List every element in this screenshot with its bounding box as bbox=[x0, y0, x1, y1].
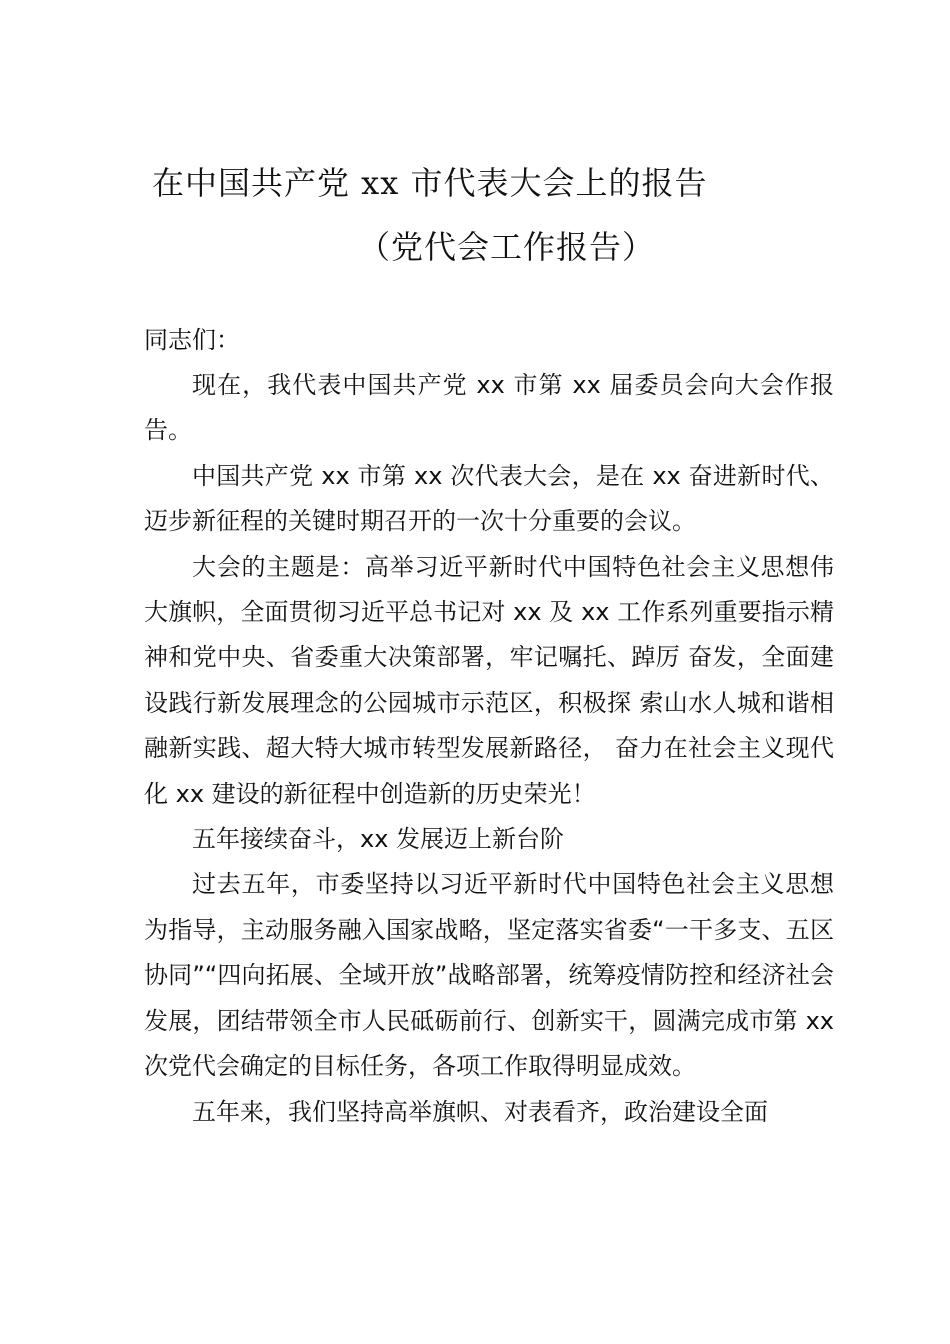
document-subtitle: （党代会工作报告） bbox=[358, 228, 656, 266]
document-title: 在中国共产党 xx 市代表大会上的报告 bbox=[152, 164, 708, 202]
paragraph: 中国共产党 xx 市第 xx 次代表大会，是在 xx 奋进新时代、迈步新征程的关键时期召开的一次十分重要的会议。 bbox=[144, 461, 834, 536]
section-heading: 五年接续奋斗，xx 发展迈上新台阶 bbox=[192, 825, 565, 854]
paragraph: 过去五年，市委坚持以习近平新时代中国特色社会主义思想为指导，主动服务融入国家战略，坚定落实省委“一干多支、五区协同”“四向拓展、全域开放”战略部署，统筹疫情防控和经济社会发展，团结带领全市人民砥砺前行、创新实干，圆满完成市第 xx 次党代会确定的目标任务，各项工作取得明显成效。 bbox=[144, 870, 834, 1081]
document-body bbox=[144, 363, 834, 1135]
paragraph: 大会的主题是：高举习近平新时代中国特色社会主义思想伟大旗帜，全面贯彻习近平总书记对 xx 及 xx 工作系列重要指示精神和党中央、省委重大决策部署，牢记嘱托、踔厉 奋发，全面建设践行新发展理念的公园城市示范区，积极探 索山水人城和谐相融新实践、超大特大城市转型发展新路径， 奋力在社会主义现代化 xx 建设的新征程中创造新的历史荣光！ bbox=[144, 552, 834, 808]
salutation: 同志们： bbox=[144, 326, 240, 354]
paragraph: 五年来，我们坚持高举旗帜、对表看齐，政治建设全面 bbox=[192, 1097, 768, 1126]
paragraph: 现在，我代表中国共产党 xx 市第 xx 届委员会向大会作报告。 bbox=[144, 371, 834, 445]
